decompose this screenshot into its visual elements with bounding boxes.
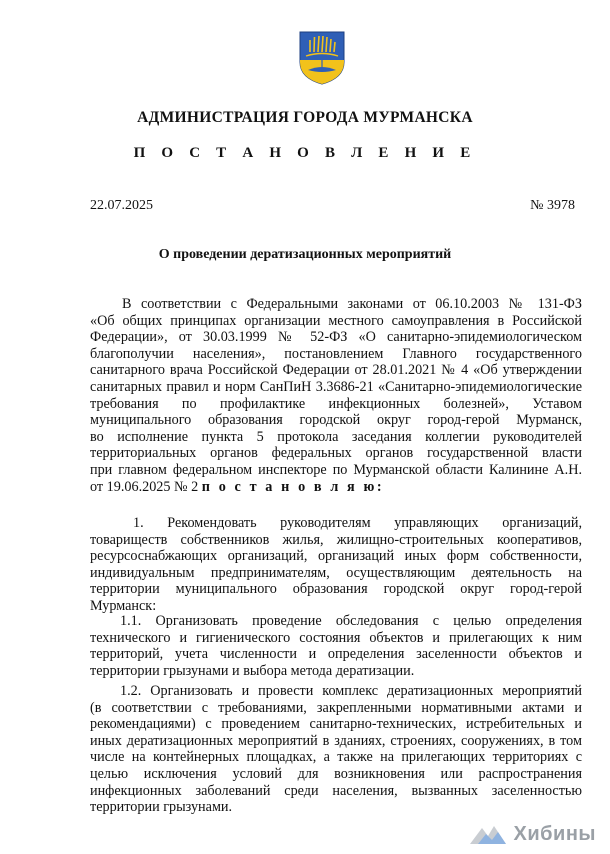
text-line: технического и гигиенического состояния объектов и прилегающих к ним (90, 629, 582, 646)
text-line: товариществ собственников жилья, жилищно-строительных кооперативов, (90, 531, 582, 548)
text-line: (в соответствии с требованиями, закрепленными нормативными актами и (90, 699, 582, 716)
text-line: муниципального образования городской округ город-герой Мурманск, (90, 412, 582, 429)
item-1-paragraph (90, 515, 582, 615)
mountain-logo-icon (468, 822, 508, 846)
city-coat-of-arms-icon (298, 30, 346, 86)
document-type: П О С Т А Н О В Л Е Н И Е (133, 145, 477, 161)
text-line: числе на контейнерных площадках, а также на прилегающих территориях с (90, 749, 582, 766)
text-line: В соответствии с Федеральными законами от 06.10.2003 № 131-ФЗ (122, 296, 582, 312)
text-line: территориальных органов федеральных органов государственной власти (90, 445, 582, 462)
document-subject: О проведении дератизационных мероприятий (158, 247, 452, 262)
item-1-1-paragraph (90, 613, 582, 679)
text-line: Мурманск: (90, 597, 157, 614)
watermark (468, 822, 596, 846)
text-line: 1. Рекомендовать руководителям управляющих организаций, (133, 515, 582, 531)
preamble-paragraph (90, 296, 582, 495)
organization-title: АДМИНИСТРАЦИЯ ГОРОДА МУРМАНСКА (137, 109, 473, 126)
text-line: территории муниципального образования городской округ город-герой (90, 581, 582, 598)
text-line: санитарных правил и норм СанПиН 3.3686-21 «Санитарно-эпидемиологические (90, 378, 582, 395)
text-line: Федерации», от 30.03.1999 № 52-ФЗ «О санитарно-эпидемиологическом (90, 329, 582, 346)
text-line: 1.1. Организовать проведение обследования с целью определения (120, 613, 582, 629)
text-line: благополучии населения», постановлением Главного государственного (90, 345, 582, 362)
decree-word: п о с т а н о в л я ю: (201, 478, 385, 495)
text-line (90, 479, 582, 496)
text-line: требования по профилактике инфекционных болезней», Уставом (90, 395, 582, 412)
document-date: 22.07.2025 (90, 198, 153, 213)
text-line: территории грызунами. (90, 799, 233, 816)
watermark-label: Хибины (513, 822, 596, 845)
text-line: «Об общих принципах организации местного самоуправления в Российской (90, 312, 582, 329)
document-number: № 3978 (530, 198, 575, 213)
text-line: санитарного врача Российской Федерации от 28.01.2021 № 4 «Об утверждении (90, 362, 582, 379)
text-line: территорий, учета численности и определения заселенности объектов и (90, 646, 582, 663)
text-line: иных дератизационных мероприятий в зданиях, строениях, сооружениях, в том (90, 732, 582, 749)
text-line: территории грызунами и выбора метода дератизации. (90, 662, 415, 679)
text-line: при главном федеральном инспекторе по Мурманской области Калинине А.Н. (90, 461, 582, 478)
text-line: во исполнение пункта 5 протокола заседания коллегии руководителей (90, 428, 582, 445)
date-ref: от 19.06.2025 № 2 (90, 478, 202, 495)
text-line: целью исключения условий для возникновения или распространения (90, 765, 582, 782)
text-line: 1.2. Организовать и провести комплекс дератизационных мероприятий (120, 683, 582, 699)
item-1-2-paragraph (90, 683, 582, 816)
text-line: инфекционных заболеваний среди населения, вызванных заселенностью (90, 782, 582, 799)
text-line: рекомендациями) с проведением санитарно-технических, истребительных и (90, 716, 582, 733)
text-line: индивидуальным предпринимателям, осуществляющим деятельность на (90, 564, 582, 581)
text-line: ресурсоснабжающих организаций, организаций иных форм собственности, (90, 548, 582, 565)
